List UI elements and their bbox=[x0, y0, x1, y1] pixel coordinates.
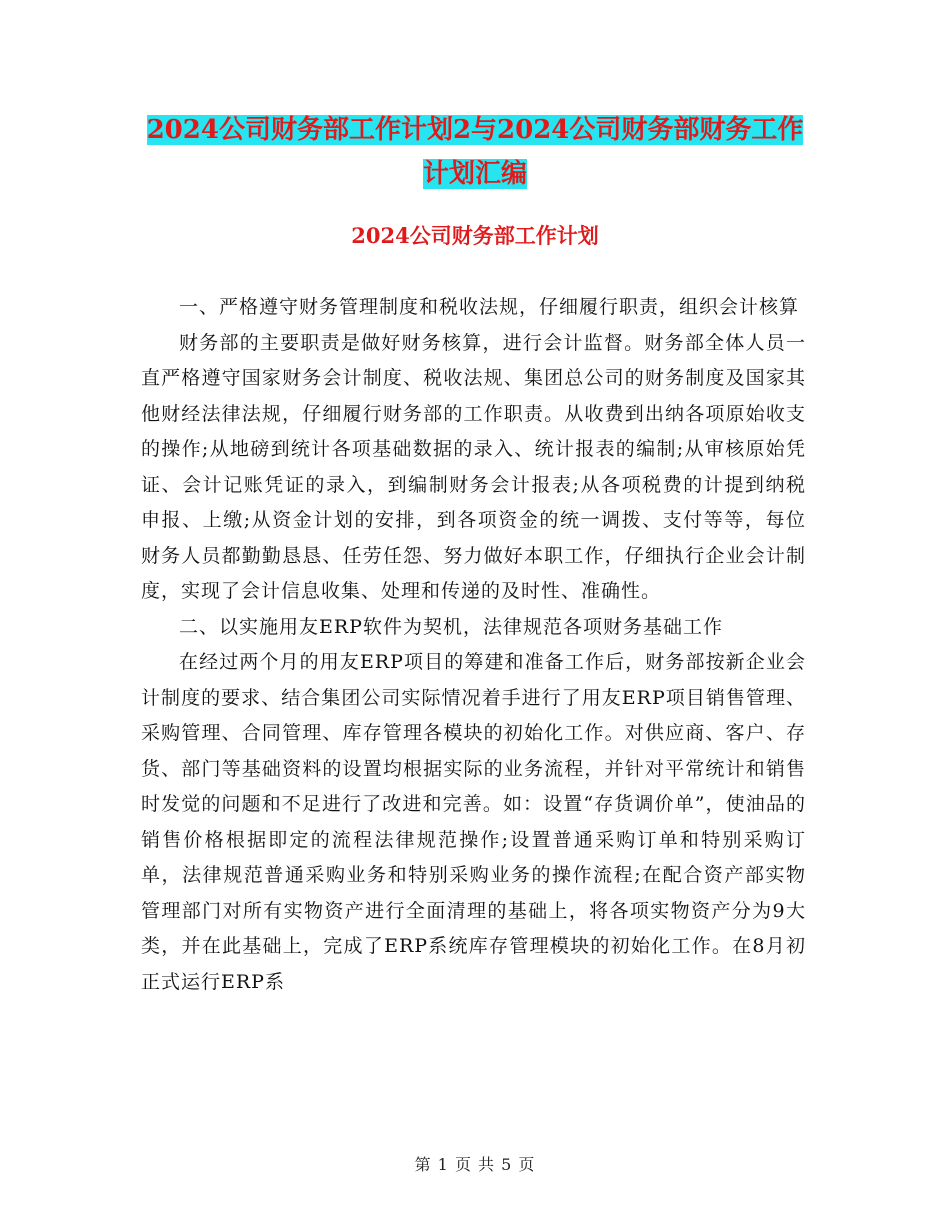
heading-paragraph-1: 一、严格遵守财务管理制度和税收法规，仔细履行职责，组织会计核算 bbox=[179, 296, 800, 318]
heading-paragraph-2: 二、以实施用友ERP软件为契机，法律规范各项财务基础工作 bbox=[179, 615, 723, 638]
body-text bbox=[141, 290, 806, 1000]
document-title-text: 2024公司财务部工作计划2与2024公司财务部财务工作计划汇编 bbox=[146, 115, 804, 189]
body-paragraph-2: 在经过两个月的用友ERP项目的筹建和准备工作后，财务部按新企业会计制度的要求、结合集团公司实际情况着手进行了用友ERP项目销售管理、采购管理、合同管理、库存管理各模块的初始化工作。对供应商、客户、存货、部门等基础资料的设置均根据实际的业务流程，并针对平常统计和销售时发觉的问题和不足进行了改进和完善。如：设置“存货调价单”，使油品的销售价格根据即定的流程法律规范操作;设置普通采购订单和特别采购订单，法律规范普通采购业务和特别采购业务的操作流程;在配合资产部实物管理部门对所有实物资产进行全面清理的基础上，将各项实物资产分为9大类，并在此基础上，完成了ERP系统库存管理模块的初始化工作。在8月初正式运行ERP系 bbox=[141, 651, 806, 993]
page-number-footer: 第 1 页 共 5 页 bbox=[414, 1155, 536, 1174]
section-title: 2024公司财务部工作计划 bbox=[351, 223, 599, 248]
body-paragraph-1: 财务部的主要职责是做好财务核算，进行会计监督。财务部全体人员一直严格遵守国家财务会计制度、税收法规、集团总公司的财务制度及国家其他财经法律法规，仔细履行财务部的工作职责。从收费到出纳各项原始收支的操作;从地磅到统计各项基础数据的录入、统计报表的编制;从审核原始凭证、会计记账凭证的录入，到编制财务会计报表;从各项税费的计提到纳税申报、上缴;从资金计划的安排，到各项资金的统一调拨、支付等等，每位财务人员都勤勤恳恳、任劳任怨、努力做好本职工作，仔细执行企业会计制度，实现了会计信息收集、处理和传递的及时性、准确性。 bbox=[141, 331, 806, 602]
document-title bbox=[140, 108, 810, 196]
